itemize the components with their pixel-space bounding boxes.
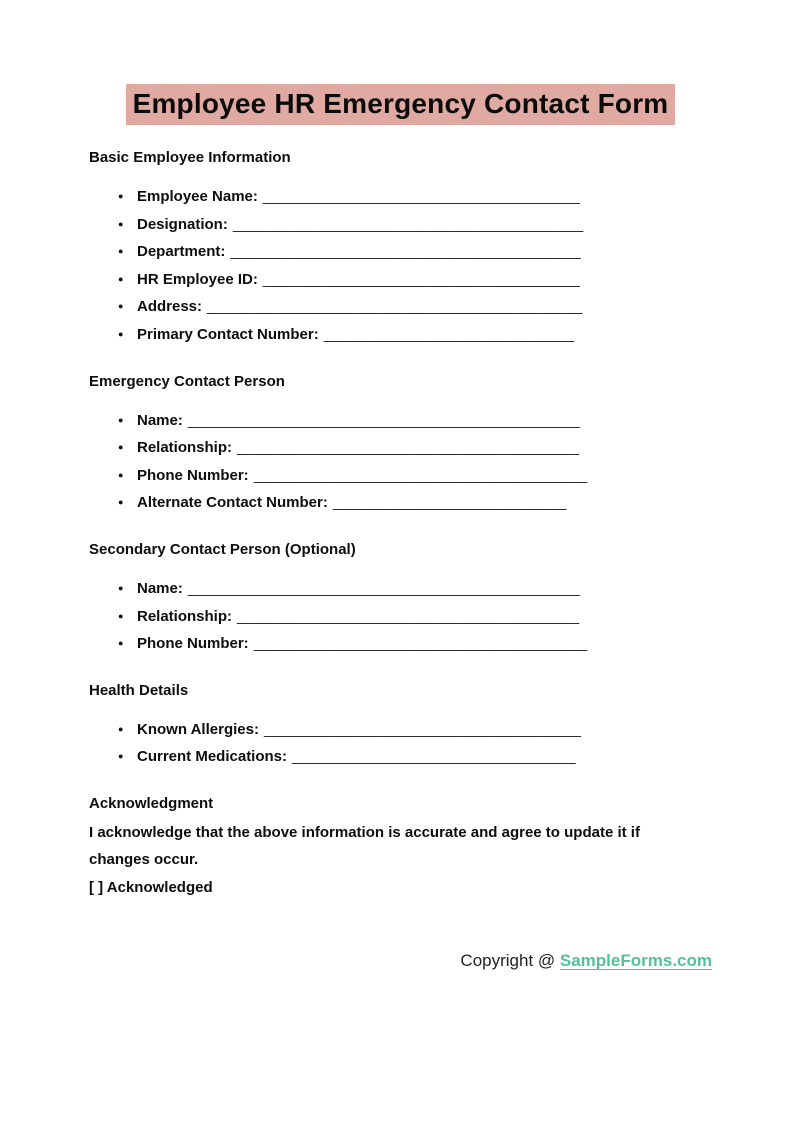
field-label: Primary Contact Number: [137, 325, 319, 343]
form-title: Employee HR Emergency Contact Form [126, 84, 676, 125]
field-label: Phone Number: [137, 635, 249, 653]
form-field-relationship [89, 603, 712, 631]
acknowledged-checkbox[interactable]: [ ] Acknowledged [89, 878, 213, 896]
field-label: Employee Name: [137, 188, 258, 205]
blank-line: ____________________________ [332, 494, 567, 512]
blank-line: _____________________________________________ [207, 298, 583, 316]
form-field-name [89, 575, 712, 603]
form-field-name [89, 407, 712, 435]
blank-line: __________________________________ [292, 748, 576, 766]
blank-line: ______________________________________ [262, 270, 580, 288]
form-field-employee-name [89, 183, 712, 211]
blank-line: _________________________________________ [237, 439, 580, 457]
section-heading-emergency-contact-person: Emergency Contact Person [89, 372, 285, 390]
field-list-secondary-contact [89, 575, 712, 658]
acknowledgment-text: I acknowledge that the above information is accurate and agree to update it if changes occur. [89, 823, 640, 869]
field-label: Phone Number: [137, 466, 249, 484]
field-list-basic-info [89, 183, 712, 349]
document-page [0, 84, 801, 1122]
blank-line: __________________________________________ [230, 243, 581, 261]
section-heading-health-details: Health Details [89, 681, 189, 699]
blank-line: _________________________________________ [237, 607, 580, 625]
form-field-known-allergies [89, 716, 712, 744]
copyright-text: Copyright @ [460, 951, 560, 971]
field-label: HR Employee ID: [137, 270, 258, 288]
field-label: Name: [137, 411, 183, 429]
section-heading-secondary-contact-person: Secondary Contact Person (Optional) [89, 540, 356, 558]
field-label: Address: [137, 298, 203, 316]
form-field-address [89, 293, 712, 321]
blank-line: ______________________________________ [263, 720, 581, 738]
footer [89, 951, 712, 971]
section-heading-basic-employee-information: Basic Employee Information [89, 149, 291, 166]
field-list-health-details [89, 716, 712, 771]
blank-line: ______________________________ [323, 325, 574, 343]
field-label: Relationship: [137, 607, 233, 625]
form-field-alternate-contact-number [89, 489, 712, 517]
field-label: Known Allergies: [137, 720, 259, 738]
form-field-phone-number [89, 630, 712, 658]
field-label: Designation: [137, 215, 228, 233]
field-label: Current Medications: [137, 748, 288, 766]
form-field-designation [89, 211, 712, 239]
blank-line: ________________________________________ [253, 466, 588, 484]
form-field-current-medications [89, 743, 712, 771]
field-label: Department: [137, 243, 226, 261]
blank-line: ______________________________________ [262, 188, 580, 205]
form-field-hr-employee-id [89, 266, 712, 294]
form-field-phone-number [89, 462, 712, 490]
form-field-department [89, 238, 712, 266]
field-list-emergency-contact [89, 407, 712, 517]
blank-line: _______________________________________________ [187, 411, 580, 429]
section-heading-acknowledgment: Acknowledgment [89, 794, 214, 812]
form-field-primary-contact-number [89, 321, 712, 349]
form-field-relationship [89, 434, 712, 462]
field-label: Alternate Contact Number: [137, 494, 328, 512]
field-label: Name: [137, 579, 183, 597]
blank-line: __________________________________________ [232, 215, 584, 233]
field-label: Relationship: [137, 439, 233, 457]
form-title-wrap [89, 84, 712, 125]
blank-line: _______________________________________________ [187, 579, 580, 597]
blank-line: ________________________________________ [253, 635, 588, 653]
sampleforms-link[interactable]: SampleForms.com [559, 951, 712, 971]
